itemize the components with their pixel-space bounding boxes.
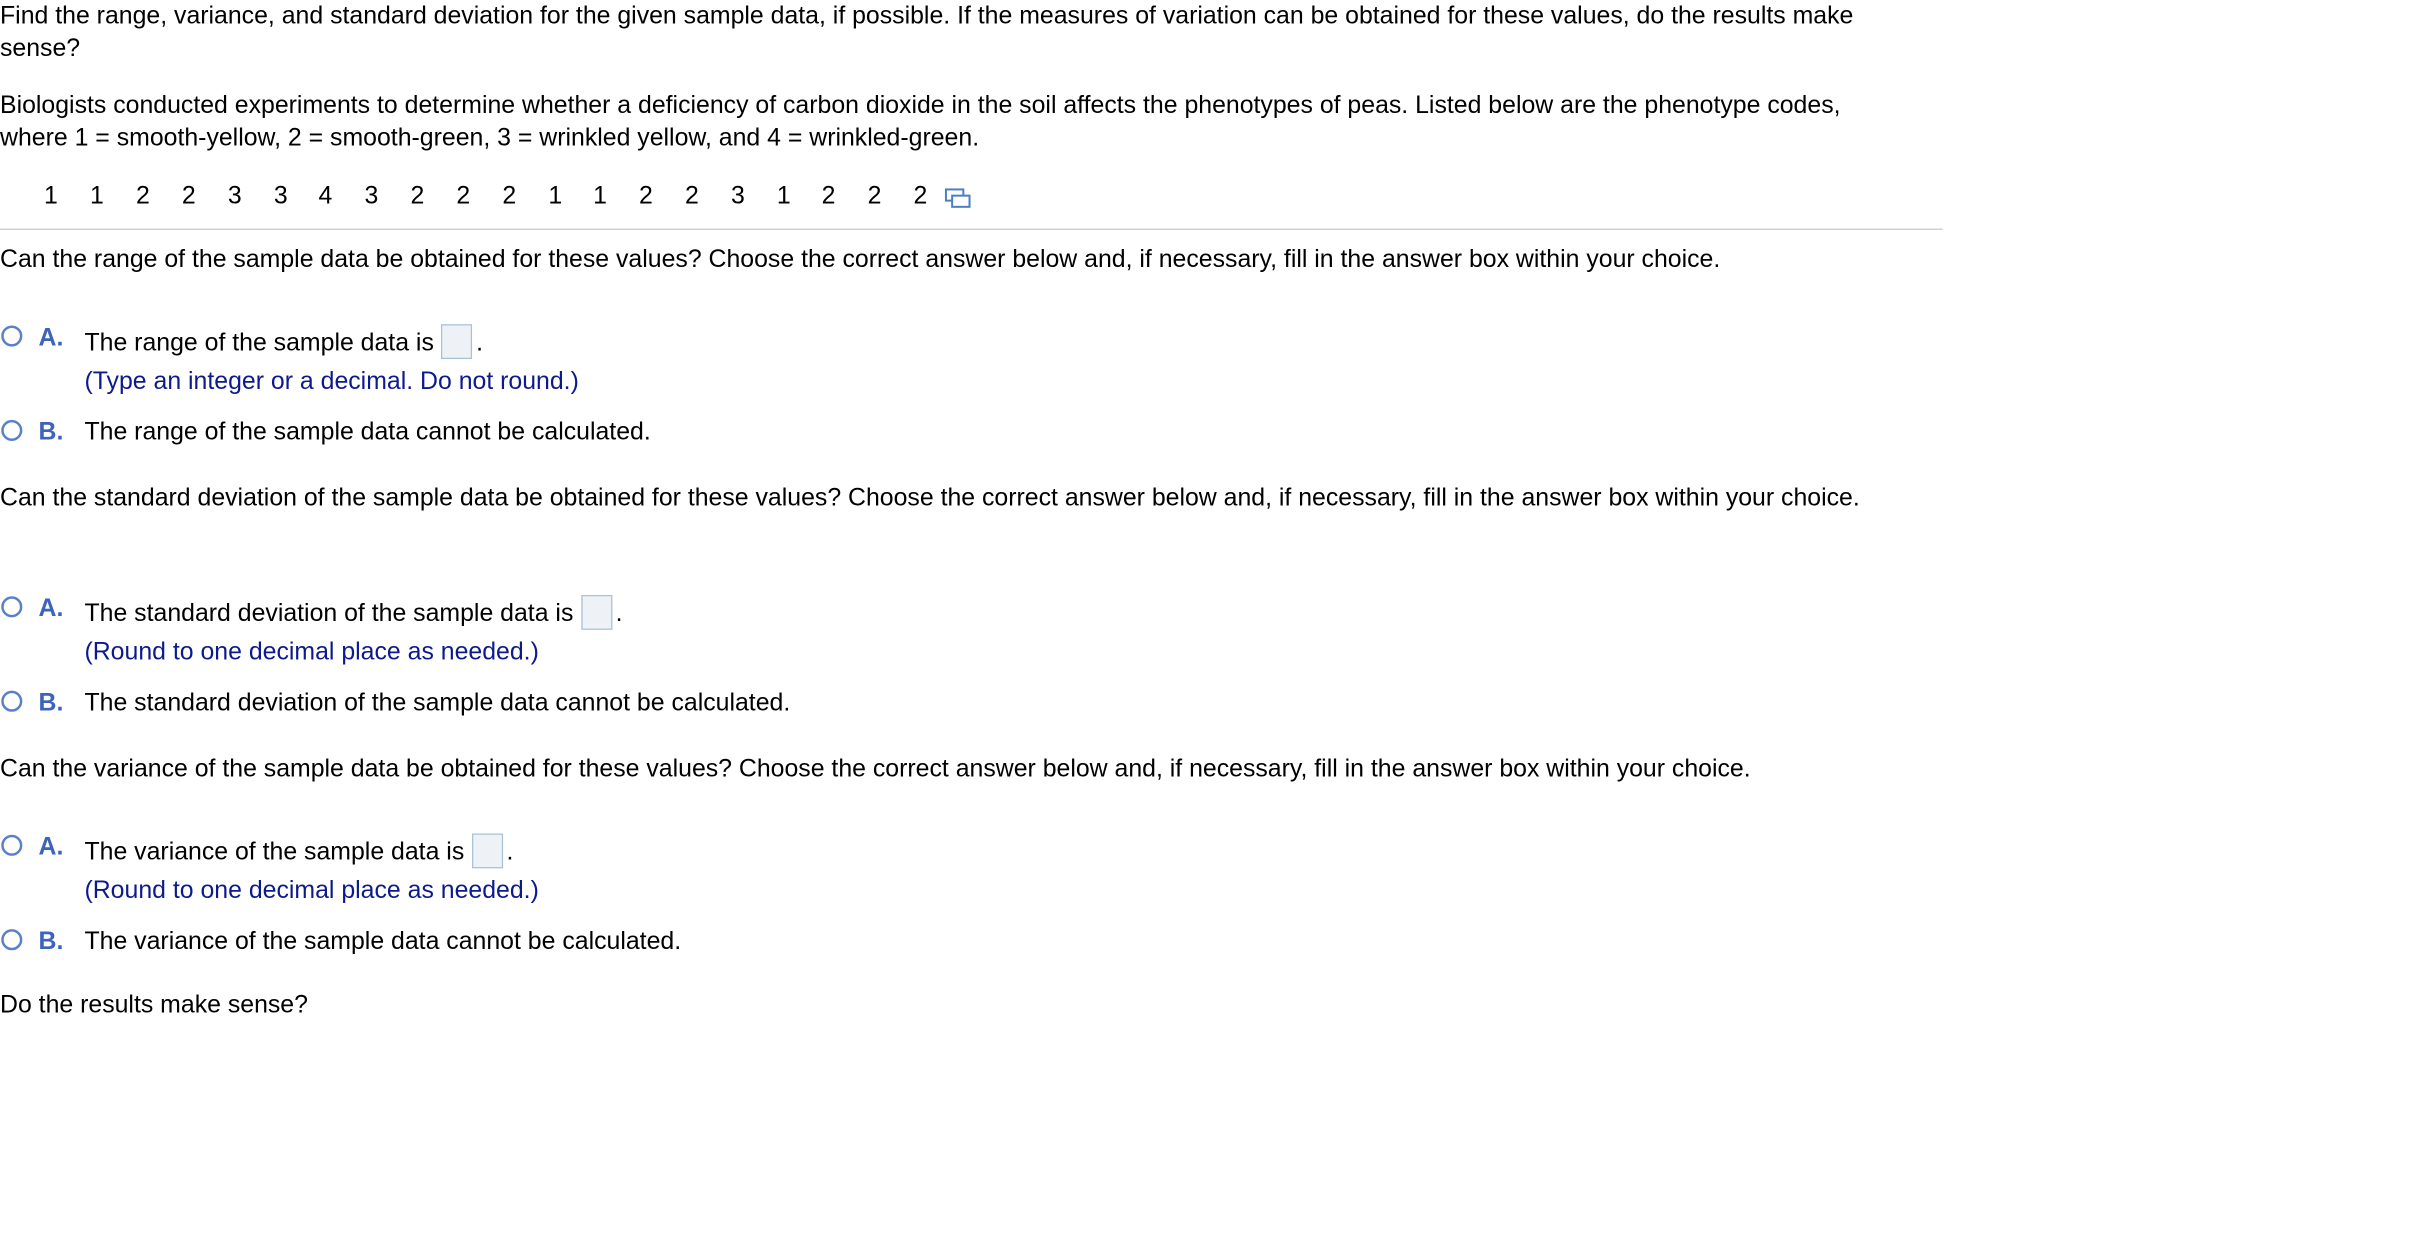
sd-answer-box[interactable] (581, 595, 612, 630)
data-value: 2 (135, 182, 150, 210)
variance-answer-box[interactable] (472, 833, 503, 868)
data-value: 2 (913, 182, 928, 210)
context-text: Biologists conducted experiments to determine whether a deficiency of carbon dioxide in the soil affects the phenotypes of peas. Listed below are the phenotype codes, where 1 = smooth-yellow, 2 = smooth-green, 3 = wrinkled yellow, and 4 = wrinkled-green. (0, 91, 1841, 152)
variance-option-b-letter: B. (38, 927, 64, 956)
sd-option-b-text: The standard deviation of the sample data cannot be calculated. (84, 689, 791, 717)
data-value: 4 (318, 182, 333, 210)
data-value: 2 (181, 182, 196, 210)
variance-option-a-radio[interactable] (1, 835, 22, 856)
range-option-a (84, 327, 483, 359)
range-option-b-letter: B. (38, 418, 64, 446)
variance-option-a (84, 836, 513, 868)
sd-option-b-letter: B. (38, 689, 64, 717)
sd-format-hint: (Round to one decimal place as needed.) (84, 638, 539, 666)
range-option-a-radio[interactable] (1, 325, 22, 346)
data-value: 1 (593, 182, 607, 210)
data-value: 1 (776, 182, 791, 210)
divider (0, 229, 1943, 230)
data-value: 2 (867, 182, 882, 210)
period: . (476, 329, 484, 357)
cutoff-question-text: Do the results make sense? (0, 991, 308, 1019)
variance-option-a-letter: A. (38, 833, 64, 861)
cutoff-question (0, 989, 745, 1019)
data-value: 3 (227, 182, 242, 210)
range-option-b-text: The range of the sample data cannot be calculated. (84, 418, 651, 446)
data-value: 1 (89, 182, 104, 210)
variance-question-prompt: Can the variance of the sample data be obtained for these values? Choose the correct answer below and, if necessary, fill in the answer box within your choice. (0, 755, 1751, 783)
data-value: 1 (548, 182, 563, 210)
data-value: 1 (44, 182, 58, 210)
sd-question-prompt: Can the standard deviation of the sample data be obtained for these values? Choose the correct answer below and, if necessary, fill in the answer box within your choice. (0, 484, 1860, 512)
data-value: 2 (502, 182, 517, 210)
sd-option-a-letter: A. (38, 595, 64, 623)
range-format-hint: (Type an integer or a decimal. Do not round.) (84, 367, 579, 396)
data-value: 3 (730, 182, 745, 210)
data-value: 3 (364, 182, 379, 210)
sd-option-a (84, 597, 622, 629)
range-option-a-text: The range of the sample data is (84, 329, 434, 357)
data-value: 2 (410, 182, 425, 210)
data-value: 2 (684, 182, 699, 210)
variance-option-a-text: The variance of the sample data is (84, 838, 465, 866)
range-option-a-letter: A. (38, 324, 64, 352)
range-answer-box[interactable] (441, 324, 472, 359)
variance-option-b-text: The variance of the sample data cannot be calculated. (84, 927, 682, 956)
period: . (506, 838, 514, 866)
copy-data-icon[interactable] (944, 188, 971, 210)
sd-option-b-radio[interactable] (1, 691, 22, 712)
variance-format-hint: (Round to one decimal place as needed.) (84, 876, 539, 905)
sd-option-a-radio[interactable] (1, 596, 22, 617)
range-question-prompt: Can the range of the sample data be obtained for these values? Choose the correct answer below and, if necessary, fill in the answer box within your choice. (0, 245, 1721, 274)
variance-option-b-radio[interactable] (1, 929, 22, 950)
data-value: 2 (639, 182, 653, 210)
instruction-text: Find the range, variance, and standard deviation for the given sample data, if possible. If the measures of variation can be obtained for these values, do the results make sense? (0, 2, 1854, 63)
range-option-b-radio[interactable] (1, 420, 22, 441)
data-value: 2 (456, 182, 471, 210)
period: . (615, 599, 623, 628)
data-value: 3 (273, 182, 288, 210)
sd-option-a-text: The standard deviation of the sample data is (84, 599, 574, 628)
data-value: 2 (821, 182, 836, 210)
